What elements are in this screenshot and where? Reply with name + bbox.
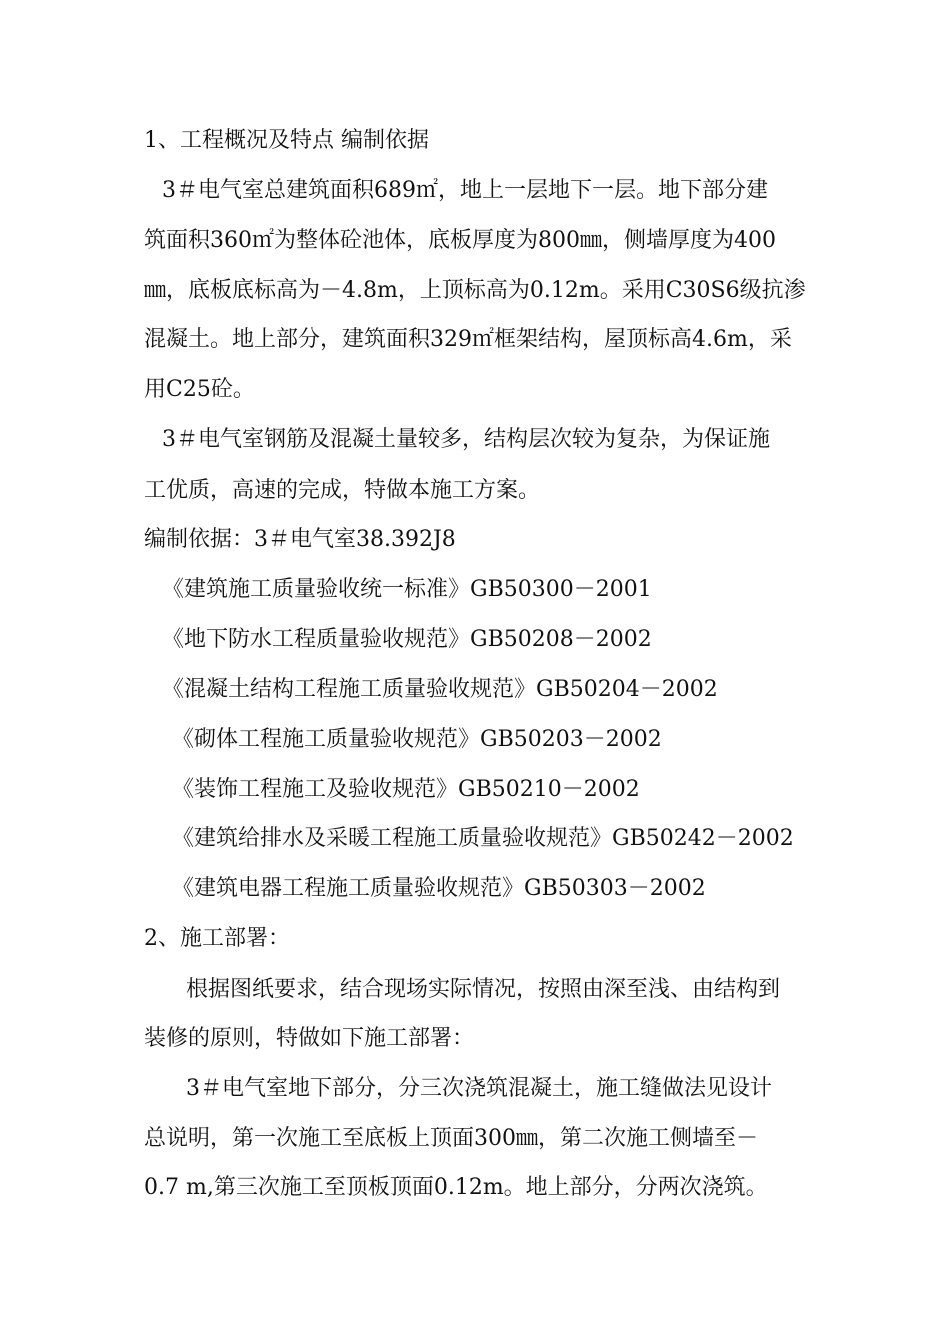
paragraph-line: 3＃电气室地下部分，分三次浇筑混凝土，施工缝做法见设计 bbox=[186, 1076, 772, 1101]
reference-item: 《装饰工程施工及验收规范》GB50210－2002 bbox=[172, 777, 640, 802]
reference-item: 《建筑给排水及采暖工程施工质量验收规范》GB50242－2002 bbox=[172, 826, 794, 851]
section-1-heading: 1、工程概况及特点 编制依据 bbox=[144, 128, 429, 153]
paragraph-line: 工优质，高速的完成，特做本施工方案。 bbox=[144, 478, 541, 503]
reference-item: 《砌体工程施工质量验收规范》GB50203－2002 bbox=[172, 727, 662, 752]
paragraph-line: 用C25砼。 bbox=[144, 377, 255, 402]
paragraph-line: ㎜，底板底标高为－4.8m，上顶标高为0.12m。采用C30S6级抗渗 bbox=[144, 278, 806, 303]
basis-label: 编制依据：3＃电气室38.392J8 bbox=[144, 527, 456, 552]
paragraph-line: 3＃电气室钢筋及混凝土量较多，结构层次较为复杂，为保证施 bbox=[162, 427, 770, 452]
paragraph-line: 总说明，第一次施工至底板上顶面300㎜，第二次施工侧墙至－ bbox=[144, 1126, 758, 1151]
paragraph-line: 根据图纸要求，结合现场实际情况，按照由深至浅、由结构到 bbox=[186, 977, 781, 1002]
paragraph-line: 装修的原则，特做如下施工部署： bbox=[144, 1026, 475, 1051]
paragraph-line: 筑面积360㎡为整体砼池体，底板厚度为800㎜，侧墙厚度为400 bbox=[144, 228, 776, 253]
reference-item: 《建筑施工质量验收统一标准》GB50300－2001 bbox=[162, 577, 652, 602]
paragraph-line: 0.7 m,第三次施工至顶板顶面0.12m。地上部分，分两次浇筑。 bbox=[144, 1175, 768, 1200]
paragraph-line: 3＃电气室总建筑面积689㎡，地上一层地下一层。地下部分建 bbox=[162, 178, 768, 203]
paragraph-line: 混凝土。地上部分，建筑面积329㎡框架结构，屋顶标高4.6m，采 bbox=[144, 327, 792, 352]
reference-item: 《混凝土结构工程施工质量验收规范》GB50204－2002 bbox=[162, 677, 718, 702]
reference-item: 《建筑电器工程施工质量验收规范》GB50303－2002 bbox=[172, 876, 706, 901]
reference-item: 《地下防水工程质量验收规范》GB50208－2002 bbox=[162, 627, 652, 652]
section-2-heading: 2、施工部署： bbox=[144, 926, 290, 951]
